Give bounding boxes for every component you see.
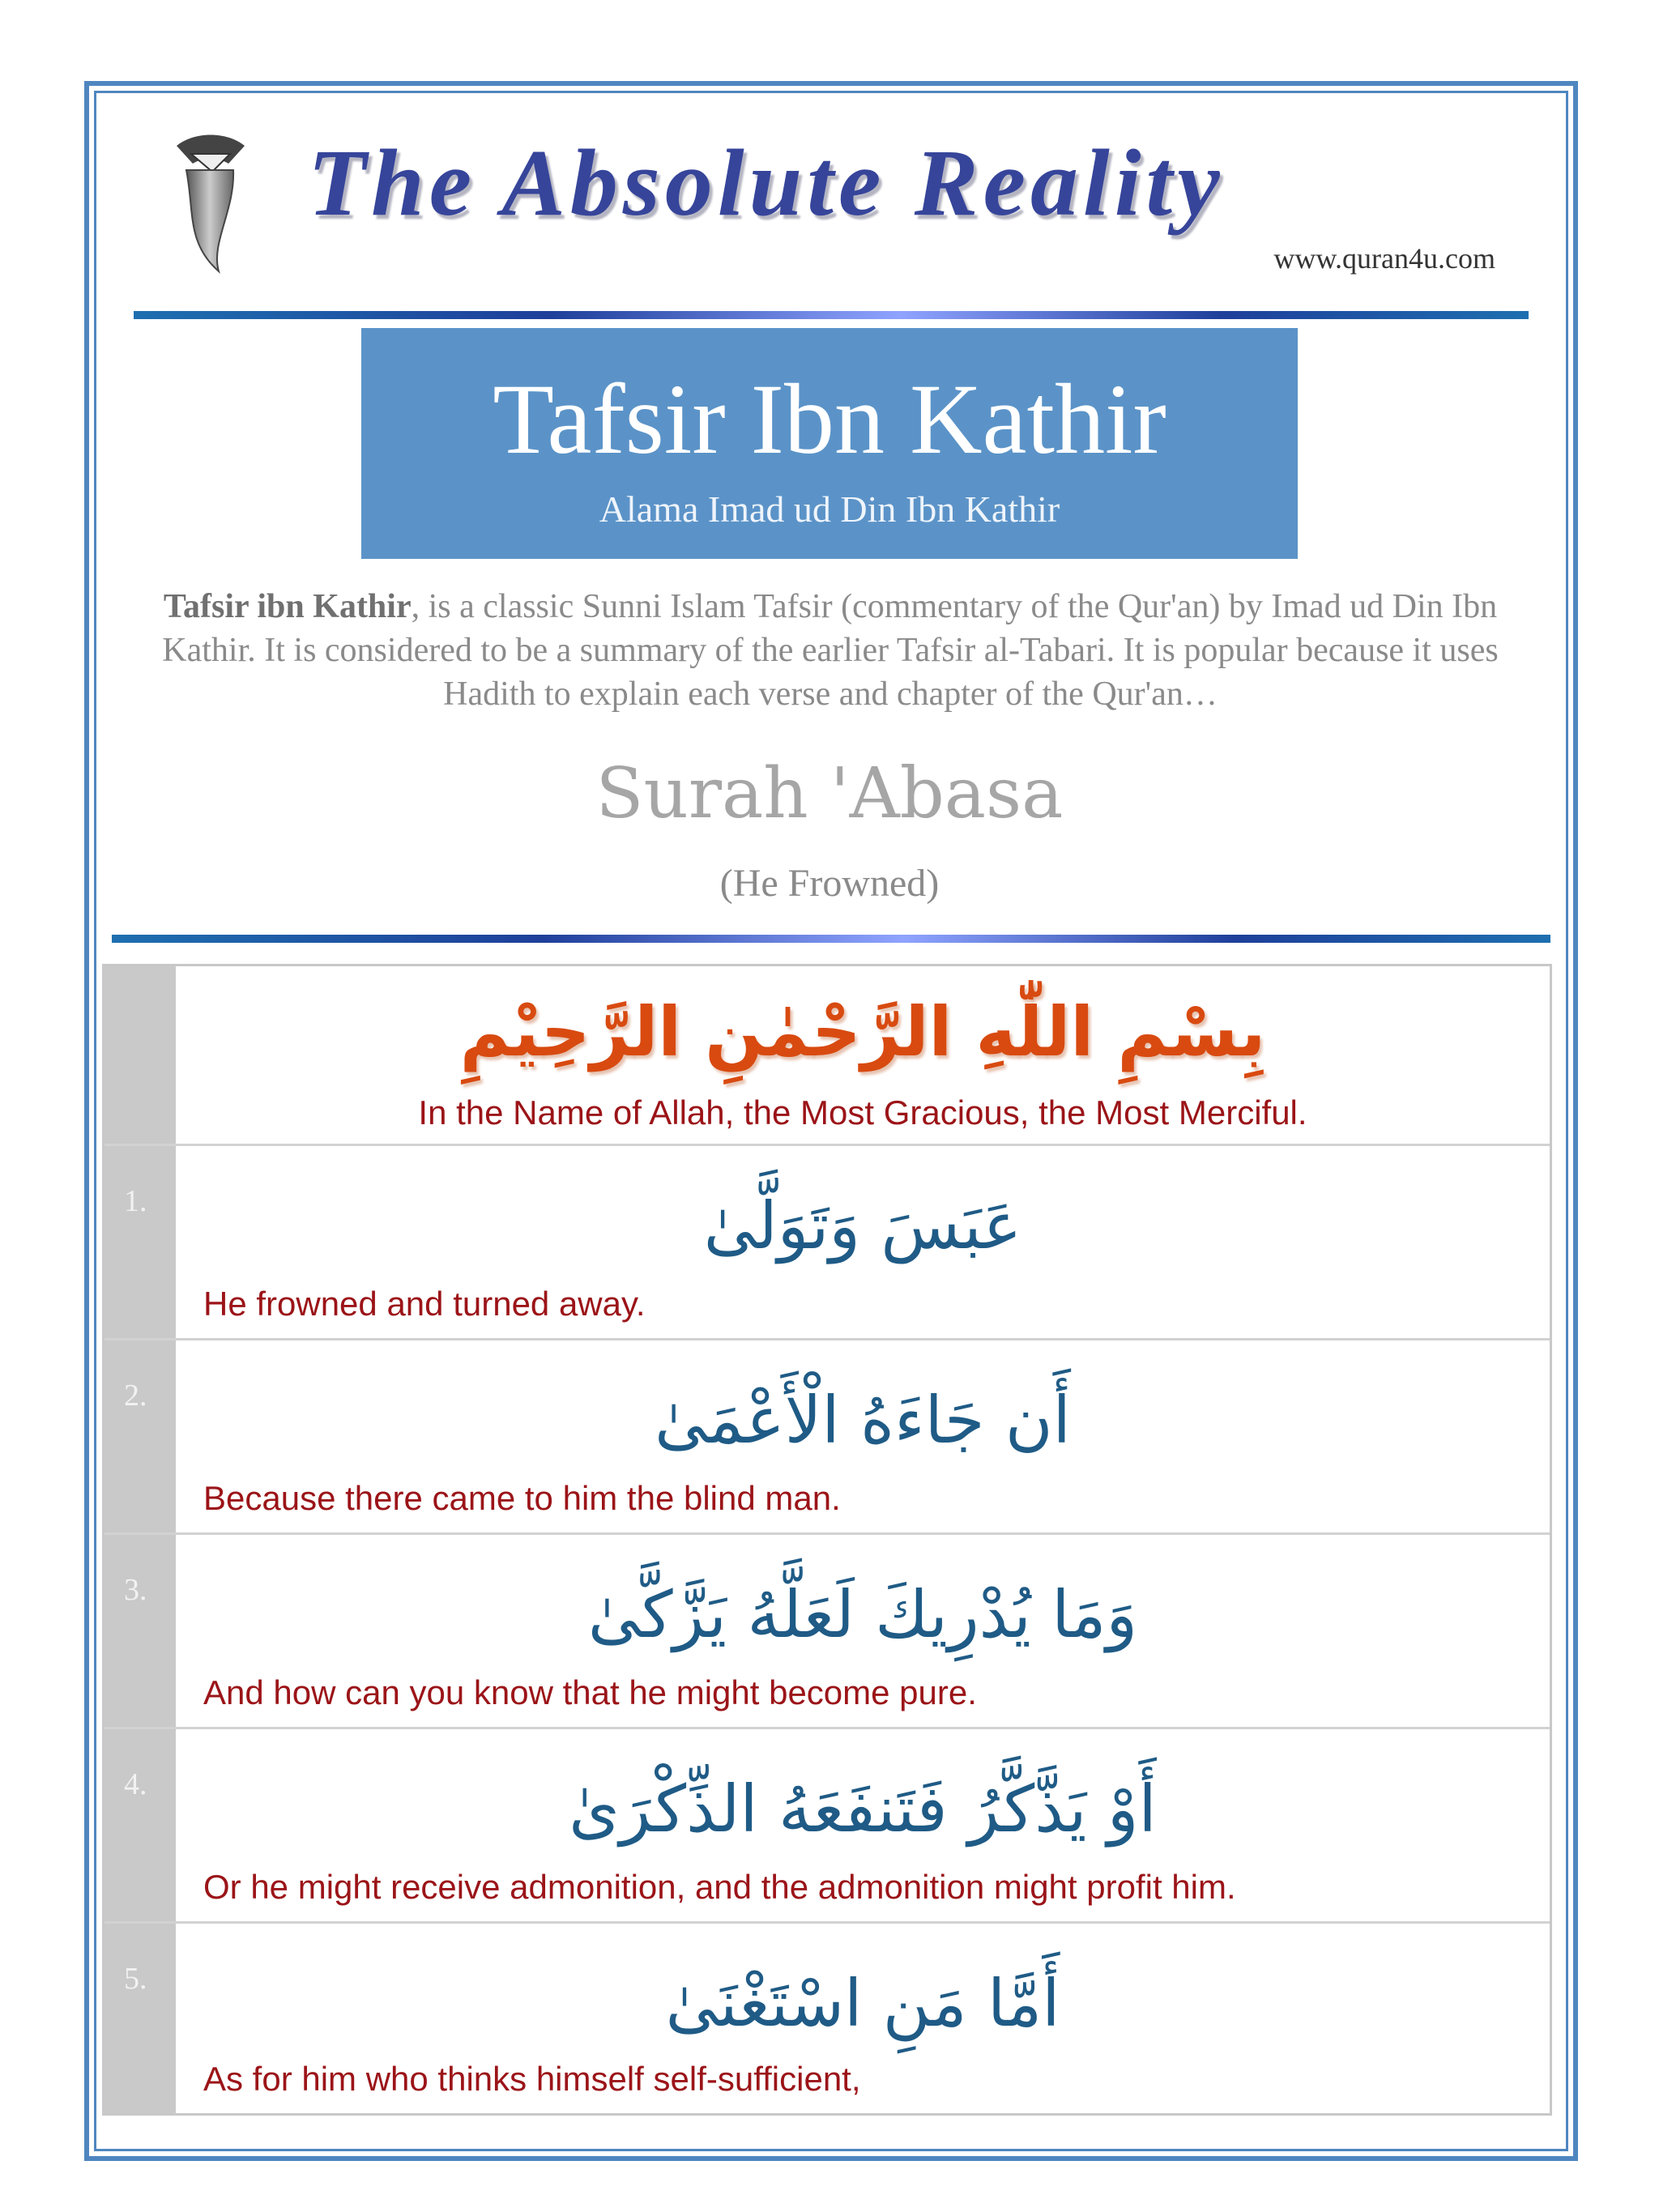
logo-url: www.quran4u.com [1273,242,1495,275]
author-line: Alama Imad ud Din Ibn Kathir [599,488,1060,530]
basmala-arabic: بِسْمِ اللّٰهِ الرَّحْمٰنِ الرَّحِيْمِ [459,992,1266,1072]
verse-arabic: أَمَّا مَنِ اسْتَغْنَىٰ [665,1966,1060,2041]
verse-row [104,1729,1550,1924]
surah-name: Surah 'Abasa [595,753,1064,834]
verse-table [102,964,1552,2116]
divider-top [134,311,1529,319]
title-box [361,328,1298,559]
quran-stand-icon [162,121,259,275]
basmala-row [104,966,1550,1146]
verse-row [104,1924,1550,2113]
verse-number: 4. [124,1767,147,1801]
intro-bold: Tafsir ibn Kathir [163,588,412,625]
site-logo-banner [162,113,1499,288]
verse-number: 5. [124,1962,147,1996]
logo-title: The Absolute Reality [308,130,1225,236]
verse-row [104,1146,1550,1340]
verse-number: 3. [124,1573,147,1607]
verse-row [104,1535,1550,1729]
verse-translation: He frowned and turned away. [203,1285,646,1323]
verse-arabic: وَمَا يُدْرِيكَ لَعَلَّهُ يَزَّكَّىٰ [587,1577,1138,1652]
verse-row [104,1340,1550,1535]
verse-number: 1. [124,1184,147,1218]
verse-translation: And how can you know that he might become pure. [203,1673,977,1711]
document-title: Tafsir Ibn Kathir [493,364,1166,475]
verse-translation: Or he might receive admonition, and the admonition might profit him. [203,1868,1236,1906]
intro-paragraph [154,585,1507,716]
divider-bottom [112,935,1550,943]
verse-arabic: أَن جَاءَهُ الْأَعْمَىٰ [655,1383,1071,1458]
verse-number: 2. [124,1379,147,1413]
surah-meaning: (He Frowned) [719,862,940,905]
intro-text: , is a classic Sunni Islam Tafsir (commentary of the Qur'an) by Imad ud Din Ibn Kathir. It is considered to be a summary of the earlier Tafsir al-Tabari. It is popular because it uses Hadith to explain each verse and chapter of the Qur'an… [162,588,1499,713]
verse-arabic: أَوْ يَذَّكَّرُ فَتَنفَعَهُ الذِّكْرَىٰ [569,1771,1157,1847]
verse-arabic: عَبَسَ وَتَوَلَّىٰ [703,1188,1022,1264]
basmala-english: In the Name of Allah, the Most Gracious, the Most Merciful. [418,1093,1307,1132]
verse-translation: Because there came to him the blind man. [203,1479,841,1517]
verse-translation: As for him who thinks himself self-sufficient, [203,2060,861,2098]
